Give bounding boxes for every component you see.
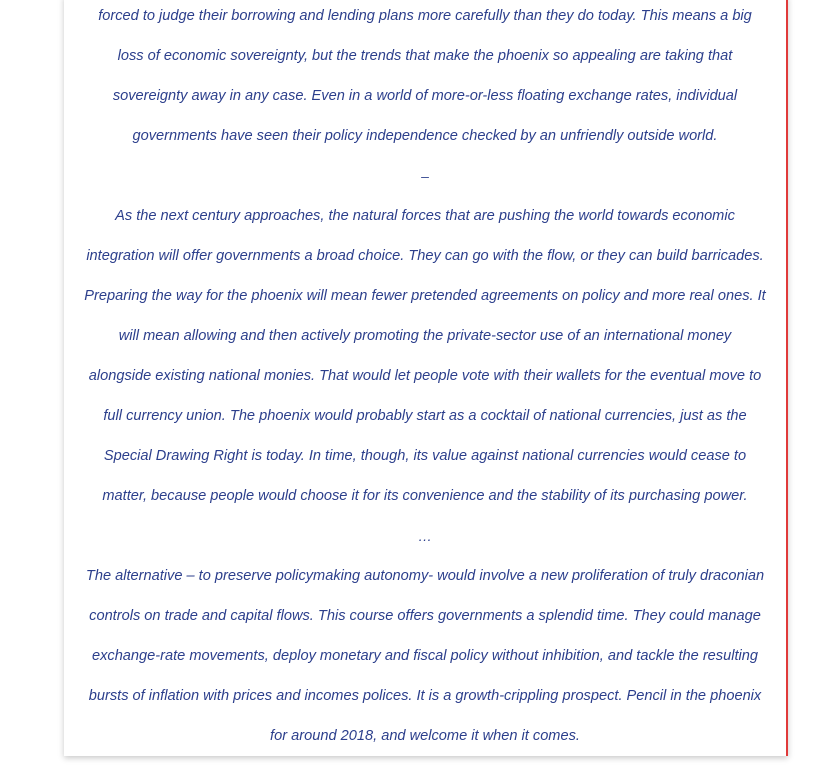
paragraph-3-line-1: The alternative – to preserve policymaking autonomy- would involve a new proliferation of truly draconian — [85, 568, 765, 584]
paragraph-2-line-7: Special Drawing Right is today. In time, though, its value against national currencies would cease to — [103, 448, 747, 464]
separator-dash: – — [421, 168, 429, 184]
paragraph-2-line-2: integration will offer governments a broad choice. They can go with the flow, or they can build barricades. — [86, 248, 764, 264]
separator-ellipsis: … — [418, 528, 432, 544]
paragraph-3-line-5: for around 2018, and welcome it when it comes. — [270, 728, 580, 744]
paragraph-2-line-5: alongside existing national monies. That would let people vote with their wallets for the eventual move to — [88, 368, 762, 384]
paragraph-2-line-6: full currency union. The phoenix would probably start as a cocktail of national currencies, just as the — [103, 408, 747, 424]
paragraph-2-line-4: will mean allowing and then actively promoting the private-sector use of an international money — [118, 328, 732, 344]
paragraph-3-line-3: exchange-rate movements, deploy monetary and fiscal policy without inhibition, and tackle the resulting — [91, 648, 758, 664]
paragraph-3-line-4: bursts of inflation with prices and incomes polices. It is a growth-crippling prospect. Pencil in the phoenix — [88, 688, 762, 704]
paragraph-3-line-2: controls on trade and capital flows. This course offers governments a splendid time. They could manage — [89, 608, 761, 624]
paragraph-1-line-4: governments have seen their policy independence checked by an unfriendly outside world. — [132, 128, 718, 144]
paragraph-1-line-2: loss of economic sovereignty, but the trends that make the phoenix so appealing are taking that — [117, 48, 733, 64]
paragraph-2-line-1: As the next century approaches, the natural forces that are pushing the world towards economic — [115, 208, 735, 224]
paragraph-1-line-3: sovereignty away in any case. Even in a world of more-or-less floating exchange rates, individual — [112, 88, 738, 104]
paragraph-1-line-1: forced to judge their borrowing and lending plans more carefully than they do today. This means a big — [98, 8, 752, 24]
paragraph-2-line-8: matter, because people would choose it for its convenience and the stability of its purchasing power. — [102, 488, 748, 504]
article-body — [64, 0, 786, 756]
article-card — [64, 0, 788, 756]
paragraph-2-line-3: Preparing the way for the phoenix will mean fewer pretended agreements on policy and more real ones. It — [84, 288, 766, 304]
